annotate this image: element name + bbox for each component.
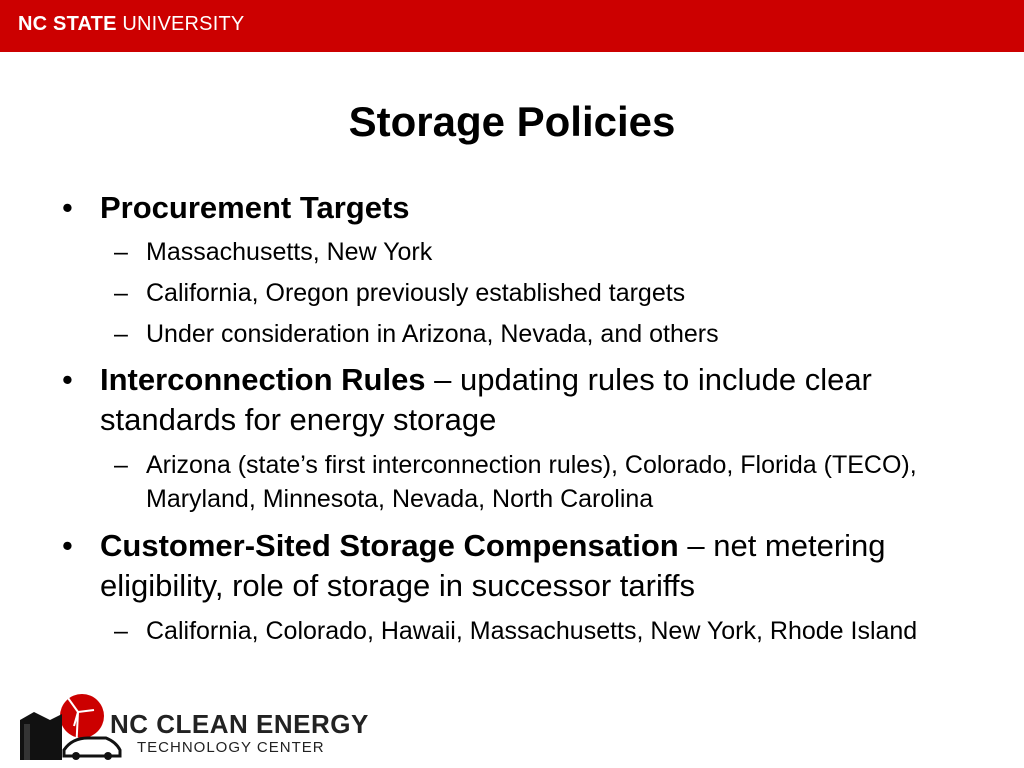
bullet-heading: Customer-Sited Storage Compensation xyxy=(100,528,679,563)
sub-bullet-text: Arizona (state’s first interconnection rules), Colorado, Florida (TECO), Maryland, Minnesota, Nevada, North Carolina xyxy=(146,451,917,513)
sub-bullet-marker: – xyxy=(114,279,128,307)
logo-text-sub: TECHNOLOGY CENTER xyxy=(137,739,325,756)
bullet-marker: • xyxy=(62,362,73,397)
bullet-text xyxy=(100,360,960,440)
wordmark-bold: NC STATE xyxy=(18,13,117,35)
wind-turbine-car-building-icon xyxy=(20,694,120,760)
sub-bullet-text: Massachusetts, New York xyxy=(146,238,433,266)
sub-bullet-text: California, Colorado, Hawaii, Massachusetts, New York, Rhode Island xyxy=(146,617,918,645)
bullet-heading: Procurement Targets xyxy=(100,190,410,225)
bullet-rest: – updating rules to include clear standards for energy storage xyxy=(100,362,872,437)
bullet-text xyxy=(100,188,960,228)
bullet-marker: • xyxy=(62,190,73,225)
logo-text-main: NC CLEAN ENERGY xyxy=(110,709,369,739)
slide-title: Storage Policies xyxy=(348,98,676,145)
sub-bullet-text: Under consideration in Arizona, Nevada, and others xyxy=(146,320,719,348)
sub-bullet-marker: – xyxy=(114,617,128,645)
sub-bullet-marker: – xyxy=(114,320,128,348)
wordmark-rest: UNIVERSITY xyxy=(116,13,245,35)
bullet-marker: • xyxy=(62,528,73,563)
sub-bullet-marker: – xyxy=(114,451,128,479)
bullet-text xyxy=(100,526,960,606)
bullet-rest: – net metering eligibility, role of storage in successor tariffs xyxy=(100,528,886,603)
sub-bullet-text: California, Oregon previously established targets xyxy=(146,279,686,307)
sub-bullet-marker: – xyxy=(114,238,128,266)
bullet-heading: Interconnection Rules xyxy=(100,362,426,397)
